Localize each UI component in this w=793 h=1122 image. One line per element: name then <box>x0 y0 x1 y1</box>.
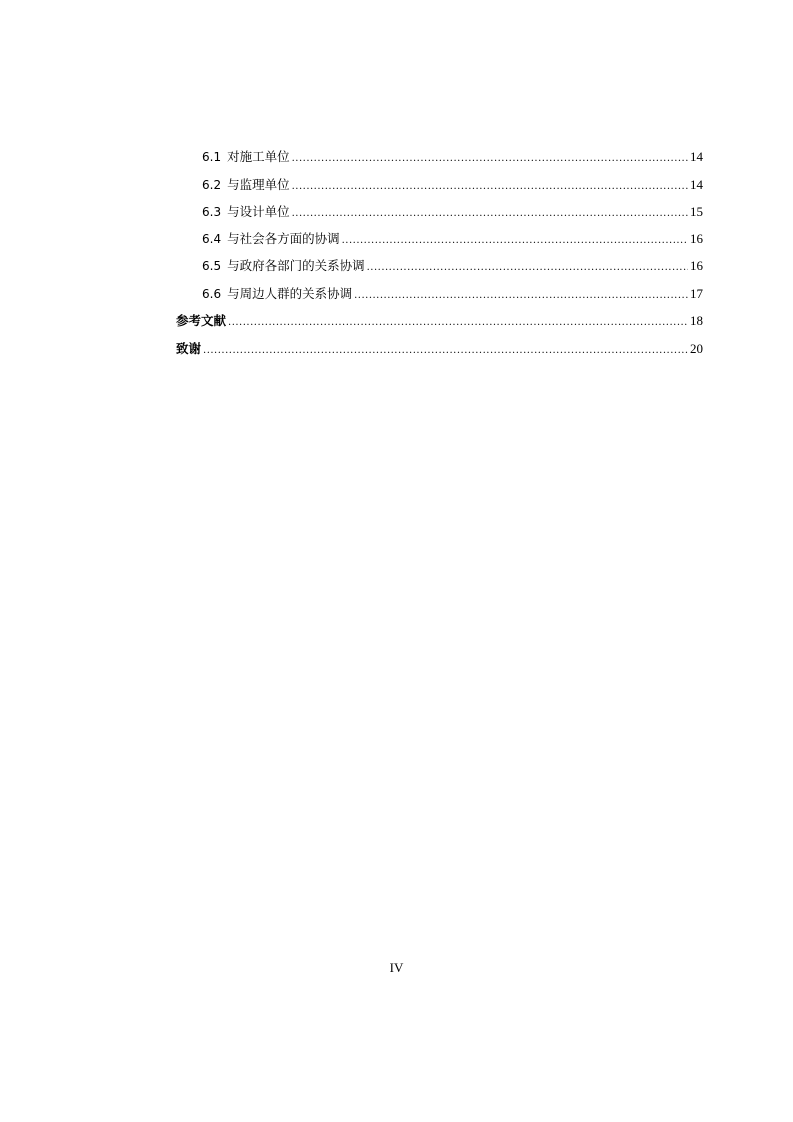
toc-entry-acknowledgements[interactable] <box>176 339 703 359</box>
toc-section-title: 对施工单位 <box>227 149 290 164</box>
toc-page-number: 20 <box>690 341 703 356</box>
toc-section-number: 6.3 <box>202 205 222 219</box>
toc-dot-leader <box>292 177 688 197</box>
toc-dot-leader <box>203 341 688 361</box>
toc-section-number: 6.4 <box>202 232 222 246</box>
toc-section-title: 与设计单位 <box>227 204 290 219</box>
page-footer-number: IV <box>389 960 404 975</box>
toc-dot-leader <box>354 286 688 306</box>
toc-section-title: 与周边人群的关系协调 <box>227 286 353 301</box>
toc-entry-6-5[interactable] <box>202 256 703 276</box>
toc-page-number: 17 <box>690 286 703 301</box>
toc-section-title: 与政府各部门的关系协调 <box>227 258 365 273</box>
toc-dot-leader <box>292 204 688 224</box>
toc-page-number: 15 <box>690 204 703 219</box>
toc-section-title: 与监理单位 <box>227 177 290 192</box>
toc-dot-leader <box>292 149 688 169</box>
toc-section-number: 6.2 <box>202 178 222 192</box>
toc-entry-6-2[interactable] <box>202 175 703 195</box>
toc-page-number: 16 <box>690 231 703 246</box>
toc-entry-6-1[interactable] <box>202 147 703 167</box>
toc-dot-leader <box>342 231 688 251</box>
toc-entry-6-3[interactable] <box>202 202 703 222</box>
toc-section-title: 与社会各方面的协调 <box>227 231 340 246</box>
toc-entry-6-6[interactable] <box>202 284 703 304</box>
toc-section-number: 6.5 <box>202 259 222 273</box>
toc-dot-leader <box>367 258 688 278</box>
toc-page-number: 16 <box>690 258 703 273</box>
toc-page-number: 14 <box>690 149 703 164</box>
toc-section-title: 参考文献 <box>176 313 227 328</box>
toc-section-title: 致谢 <box>176 341 202 356</box>
toc-section-number: 6.6 <box>202 287 222 301</box>
toc-entry-references[interactable] <box>176 311 703 331</box>
toc-section-number: 6.1 <box>202 150 222 164</box>
toc-entry-6-4[interactable] <box>202 229 703 249</box>
toc-dot-leader <box>228 313 688 333</box>
toc-page-number: 18 <box>690 313 703 328</box>
toc-page-number: 14 <box>690 177 703 192</box>
